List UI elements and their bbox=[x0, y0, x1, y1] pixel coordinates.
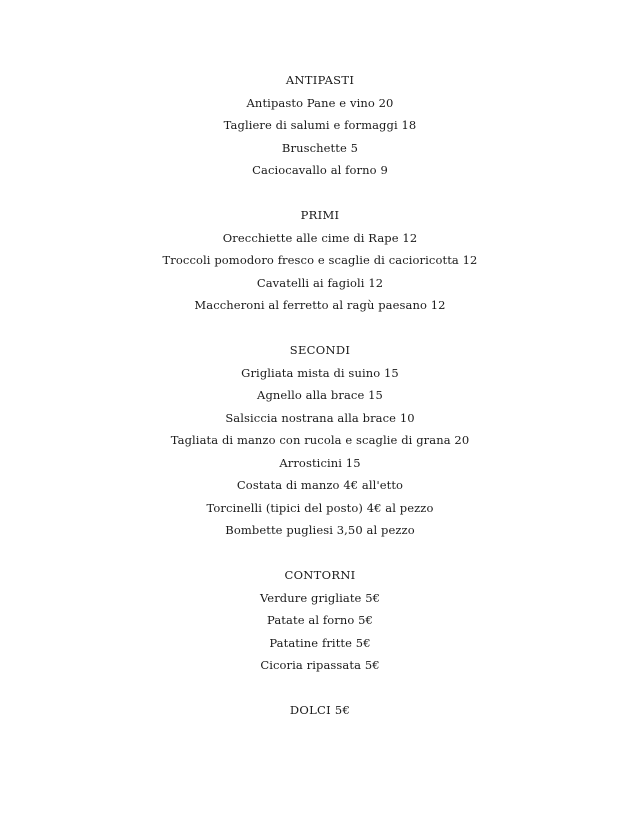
section-secondi bbox=[0, 339, 640, 542]
section-title: SECONDI bbox=[289, 343, 351, 357]
menu-item: Arrosticini 15 bbox=[279, 455, 361, 470]
menu-item: Caciocavallo al forno 9 bbox=[252, 163, 388, 177]
menu-item: Agnello alla brace 15 bbox=[257, 388, 383, 402]
menu-item: Orecchiette alle cime di Rape 12 bbox=[222, 230, 418, 245]
section-title: DOLCI 5€ bbox=[289, 703, 351, 717]
menu-item: Cavatelli ai fagioli 12 bbox=[256, 275, 384, 290]
section-spacer bbox=[0, 677, 640, 700]
menu-item: Cicoria ripassata 5€ bbox=[260, 658, 380, 672]
menu-item: Tagliata di manzo con rucola e scaglie di grana 20 bbox=[170, 433, 470, 447]
section-contorni bbox=[0, 564, 640, 677]
menu-item: Bruschette 5 bbox=[281, 140, 359, 155]
menu-item: Costata di manzo 4€ all'etto bbox=[236, 478, 404, 492]
section-title: ANTIPASTI bbox=[285, 73, 355, 87]
section-spacer bbox=[0, 542, 640, 565]
section-primi bbox=[0, 204, 640, 317]
menu-item: Tagliere di salumi e formaggi 18 bbox=[223, 118, 417, 132]
menu-item: Grigliata mista di suino 15 bbox=[241, 365, 399, 380]
section-title: PRIMI bbox=[300, 208, 340, 222]
menu-item: Patatine fritte 5€ bbox=[269, 635, 371, 650]
section-spacer bbox=[0, 317, 640, 340]
section-title: CONTORNI bbox=[284, 568, 356, 582]
menu-item: Torcinelli (tipici del posto) 4€ al pezzo bbox=[206, 500, 434, 515]
section-dolci bbox=[0, 699, 640, 722]
menu-item: Bombette pugliesi 3,50 al pezzo bbox=[225, 523, 415, 537]
section-spacer bbox=[0, 182, 640, 205]
section-antipasti bbox=[0, 69, 640, 182]
menu-item: Patate al forno 5€ bbox=[267, 613, 373, 627]
menu-item: Verdure grigliate 5€ bbox=[259, 590, 381, 605]
menu-item: Salsiccia nostrana alla brace 10 bbox=[225, 410, 415, 425]
menu-item: Maccheroni al ferretto al ragù paesano 12 bbox=[194, 298, 446, 312]
menu-item: Troccoli pomodoro fresco e scaglie di cacioricotta 12 bbox=[162, 253, 478, 267]
menu bbox=[0, 69, 640, 722]
menu-item: Antipasto Pane e vino 20 bbox=[246, 95, 394, 110]
